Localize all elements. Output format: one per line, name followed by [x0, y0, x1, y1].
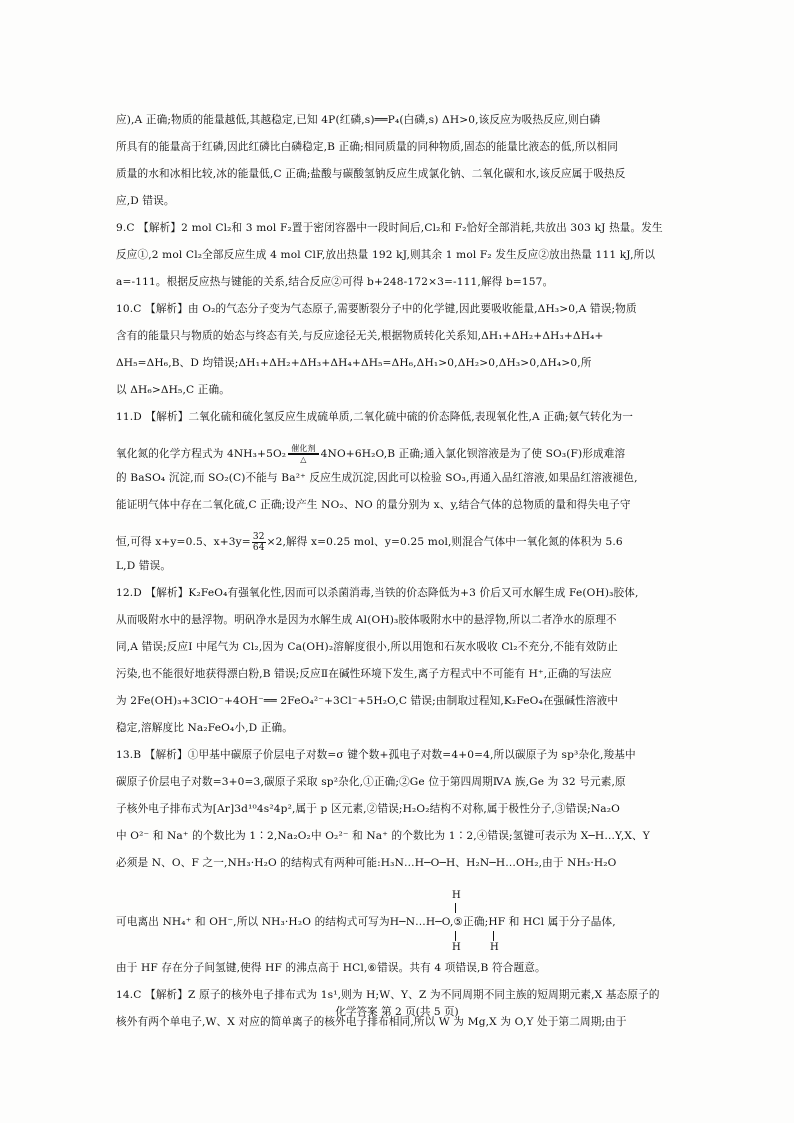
heat-symbol: △ [300, 455, 307, 464]
calc-right: ×2,解得 x=0.25 mol、y=0.25 mol,则混合气体中一氧化氮的体积为 5.6 [266, 536, 623, 548]
q13-line: 13.B 【解析】①甲基中碳原子价层电子对数=σ 键个数+孤电子对数=4+0=4,所以碳原子为 sp³杂化,羧基中 [116, 749, 636, 761]
calculation-line [116, 525, 676, 559]
q11-line: 11.D 【解析】二氧化硫和硫化氢反应生成硫单质,二氧化硫中硫的价态降低,表现氧化性,A 正确;氨气转化为一 [116, 411, 634, 423]
fraction-numerator: 32 [252, 531, 265, 542]
text-line: 同,A 错误;反应Ⅰ 中尾气为 Cl₂,因为 Ca(OH)₂溶解度很小,所以用饱和石灰水吸收 Cl₂不充分,不能有效防止 [116, 641, 618, 653]
text-line: 核外有两个单电子,W、X 对应的简单离子的核外电子排布相同,所以 W 为 Mg,X 为 O,Y 处于第二周期;由于 [116, 1016, 627, 1028]
equation-line [116, 437, 676, 471]
fraction [252, 532, 266, 553]
reaction-arrow [288, 444, 318, 464]
bond-bottom [455, 931, 456, 941]
text-line: 质量的水和冰相比较,冰的能量低,C 正确;盐酸与碳酸氢钠反应生成氯化钠、二氧化碳和水,该反应属于吸热反 [116, 168, 626, 180]
equation-right: 4NO+6H₂O, [320, 448, 388, 460]
q9-line: 9.C 【解析】2 mol Cl₂和 3 mol F₂置于密闭容器中一段时间后,Cl₂和 F₂恰好全部消耗,共放出 303 kJ 热量。发生 [116, 222, 663, 234]
text-line: 为 2Fe(OH)₃+3ClO⁻+4OH⁻══ 2FeO₄²⁻+3Cl⁻+5H₂O,C 错误;由制取过程知,K₂FeO₄在强碱性溶液中 [116, 695, 619, 707]
text-segment: B 正确;通入氯化钡溶液是为了使 SO₃(F)形成难溶 [387, 448, 626, 460]
text-line: 中 O²⁻ 和 Na⁺ 的个数比为 1∶2,Na₂O₂中 O₂²⁻ 和 Na⁺ 的个数比为 1∶2,④错误;氢键可表示为 X─H…Y,X、Y [116, 830, 650, 842]
hydrogen-bottom-o: H [490, 942, 499, 953]
structure-line [116, 883, 676, 961]
catalyst-label: 催化剂 [288, 444, 318, 455]
text-line: ΔH₅=ΔH₆,B、D 均错误;ΔH₁+ΔH₂+ΔH₃+ΔH₄+ΔH₅=ΔH₆,ΔH₁>0,ΔH₂>0,ΔH₃>0,ΔH₄>0,所 [116, 357, 592, 369]
text-line: 污染,也不能很好地获得漂白粉,B 错误;反应Ⅱ在碱性环境下发生,离子方程式中不可能有 H⁺,正确的写法应 [116, 668, 612, 680]
structure-core: H─N…H─O [389, 916, 450, 928]
page-footer: 化学答案 第 2 页(共 5 页) [335, 1006, 459, 1018]
text-line: L,D 错误。 [116, 560, 172, 572]
text-line: 的 BaSO₄ 沉淀,而 SO₂(C)不能与 Ba²⁺ 反应生成沉淀,因此可以检验 SO₃,再通入品红溶液,如果品红溶液褪色, [116, 472, 638, 484]
q10-line: 10.C 【解析】由 O₂的气态分子变为气态原子,需要断裂分子中的化学键,因此要吸收能量,ΔH₃>0,A 错误;物质 [116, 303, 637, 315]
text-line: 从而吸附水中的悬浮物。明矾净水是因为水解生成 Al(OH)₃胶体吸附水中的悬浮物,所以二者净水的原理不 [116, 614, 617, 626]
text-line: 能证明气体中存在二氧化硫,C 正确;设产生 NO₂、NO 的量分别为 x、y,结合气体的总物质的量和得失电子守 [116, 499, 631, 511]
text-line: 所具有的能量高于红磷,因此红磷比白磷稳定,B 正确;相同质量的同种物质,固态的能量比液态的低,所以相同 [116, 141, 618, 153]
text-line: a=-111。根据反应热与键能的关系,结合反应②可得 b+248-172×3=-111,解得 b=157。 [116, 276, 554, 288]
structure-after: ,⑤正确;HF 和 HCl 属于分子晶体, [450, 916, 616, 928]
text-line: 子核外电子排布式为[Ar]3d¹⁰4s²4p²,属于 p 区元素,②错误;H₂O₂结构不对称,属于极性分子,③错误;Na₂O [116, 803, 620, 815]
text-line: 由于 HF 存在分子间氢键,使得 HF 的沸点高于 HCl,⑥错误。共有 4 项错误,B 符合题意。 [116, 962, 546, 974]
hydrogen-top: H [452, 890, 461, 901]
text-line: 含有的能量只与物质的始态与终态有关,与反应途径无关,根据物质转化关系知,ΔH₁+ΔH₂+ΔH₃+ΔH₄+ [116, 330, 604, 342]
q14-line: 14.C 【解析】Z 原子的核外电子排布式为 1s¹,则为 H;W、Y、Z 为不同周期不同主族的短周期元素,X 基态原子的 [116, 989, 660, 1001]
text-segment [116, 915, 616, 929]
structure-intro: 可电离出 NH₄⁺ 和 OH⁻,所以 NH₃·H₂O 的结构式可写为 [116, 916, 390, 928]
text-line: 碳原子价层电子对数=3+0=3,碳原子采取 sp²杂化,①正确;②Ge 位于第四周期ⅣA 族,Ge 为 32 号元素,原 [116, 776, 626, 788]
calc-left: 恒,可得 x+y=0.5、x+3y= [116, 536, 251, 548]
text-line: 应,D 错误。 [116, 195, 175, 207]
text-line: 必须是 N、O、F 之一,NH₃·H₂O 的结构式有两种可能:H₃N…H─O─H、H₂N─H…OH₂,由于 NH₃·H₂O [116, 857, 617, 869]
text-line: 稳定,溶解度比 Na₂FeO₄小,D 正确。 [116, 722, 294, 734]
bond-bottom-o [493, 931, 494, 941]
hydrogen-bottom-n: H [452, 942, 461, 953]
q12-line: 12.D 【解析】K₂FeO₄有强氧化性,因而可以杀菌消毒,当铁的价态降低为+3 价后又可水解生成 Fe(OH)₃胶体, [116, 587, 639, 599]
answer-content [116, 113, 676, 1042]
fraction-denominator: 64 [252, 542, 265, 553]
bond-top [455, 903, 456, 913]
text-line: 应),A 正确;物质的能量越低,其越稳定,已知 4P(红磷,s)══P₄(白磷,s) ΔH>0,该反应为吸热反应,则白磷 [116, 114, 601, 126]
text-line: 以 ΔH₆>ΔH₅,C 正确。 [116, 384, 230, 396]
equation-left: 氧化氮的化学方程式为 4NH₃+5O₂ [116, 448, 287, 460]
text-line: 反应①,2 mol Cl₂全部反应生成 4 mol ClF,放出热量 192 kJ,则其余 1 mol F₂ 发生反应②放出热量 111 kJ,所以 [116, 249, 656, 261]
